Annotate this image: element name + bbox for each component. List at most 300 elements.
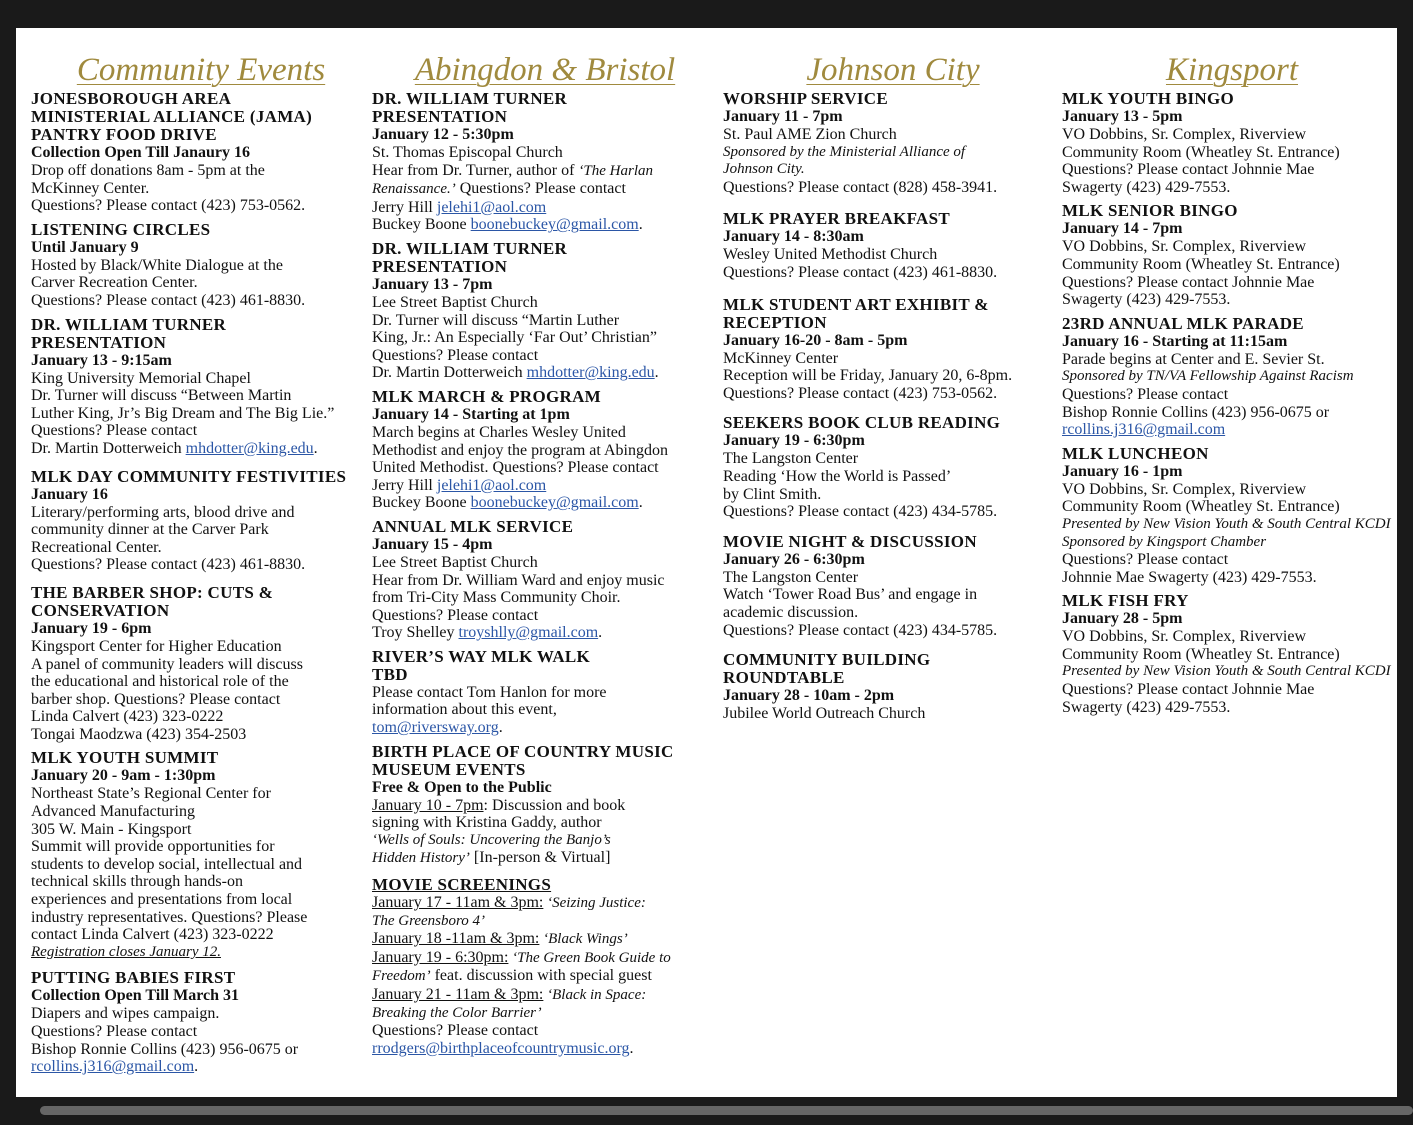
detail-text: Questions? Please contact: [455, 180, 626, 198]
detail-text: Johnson City.: [723, 161, 805, 178]
event-detail-line: [1062, 351, 1402, 369]
event-detail-line: [1062, 126, 1402, 144]
detail-italic-text: Renaissance.’: [372, 181, 456, 198]
event-detail-line: [1062, 663, 1402, 681]
event-item: [1062, 315, 1402, 439]
detail-text: Questions? Please contact: [1062, 551, 1229, 569]
detail-text: Questions? Please contact (423) 753-0562.: [723, 384, 998, 402]
event-detail-line: [31, 673, 371, 691]
event-item: [372, 648, 718, 737]
event-date: January 16-20 - 8am - 5pm: [723, 331, 908, 349]
event-detail-line: [372, 1005, 718, 1023]
event-title: MLK STUDENT ART EXHIBIT &: [723, 294, 989, 314]
event-detail-line: [372, 684, 718, 702]
event-detail-line: [31, 1023, 371, 1041]
event-detail-line: [31, 691, 371, 709]
event-title: PUTTING BABIES FIRST: [31, 968, 236, 988]
event-detail-line: [1062, 274, 1402, 292]
event-title: MINISTERIAL ALLIANCE (JAMA): [31, 107, 313, 126]
detail-text: students to develop social, intellectual and: [31, 855, 303, 873]
detail-text: Sponsored by the Ministerial Alliance of: [723, 143, 966, 160]
event-detail-line: [31, 838, 371, 856]
detail-text: United Methodist. Questions? Please contact: [372, 459, 659, 477]
event-title: PRESENTATION: [372, 107, 508, 126]
event-detail-line: [31, 370, 371, 388]
detail-text: Questions? Please contact (423) 461-8830.: [31, 291, 306, 309]
event-title: MLK MARCH & PROGRAM: [372, 386, 602, 406]
detail-text: Sponsored by TN/VA Fellowship Against Racism: [1062, 368, 1354, 385]
event-detail-line: [31, 274, 371, 292]
detail-text: : Discussion and book: [483, 796, 626, 814]
event-detail-line: [1062, 238, 1402, 256]
event-detail-line: [31, 891, 371, 909]
event-detail-line: [31, 257, 371, 275]
event-detail-line: [31, 440, 371, 458]
event-detail-line: [723, 450, 1063, 468]
email-link[interactable]: jelehi1@aol.com: [436, 198, 547, 216]
event-item: [31, 468, 371, 574]
event-title: LISTENING CIRCLES: [31, 219, 211, 239]
event-detail-line: [1062, 628, 1402, 646]
event-item: [723, 414, 1063, 520]
detail-text: Advanced Manufacturing: [31, 803, 195, 821]
event-detail-line: [1062, 646, 1402, 664]
event-title: SEEKERS BOOK CLUB READING: [723, 413, 1001, 433]
event-date: January 14 - Starting at 1pm: [372, 405, 570, 423]
event-title: MLK FISH FRY: [1062, 591, 1189, 611]
detail-text: The Langston Center: [723, 568, 859, 586]
event-detail-line: [372, 329, 718, 347]
event-detail-line: [31, 162, 371, 180]
detail-text: industry representatives. Questions? Please: [31, 908, 308, 926]
event-detail-line: [31, 556, 371, 574]
event-detail-line: [1062, 699, 1402, 717]
detail-text: Linda Calvert (423) 323-0222: [31, 708, 224, 726]
detail-text: from Tri-City Mass Community Choir.: [372, 589, 621, 607]
detail-text: A panel of community leaders will discuss: [31, 655, 303, 673]
event-detail-line: [1062, 404, 1402, 422]
detail-text: Questions? Please contact: [1062, 385, 1229, 403]
event-detail-line: [723, 179, 1063, 197]
detail-text: Questions? Please contact (423) 461-8830.: [723, 263, 998, 281]
event-item: [1062, 592, 1402, 716]
event-detail-line: [1062, 144, 1402, 162]
event-detail-line: [1062, 368, 1402, 386]
detail-text: Drop off donations 8am - 5pm at the: [31, 162, 265, 179]
event-detail-line: [1062, 569, 1402, 587]
event-detail-line: [31, 638, 371, 656]
detail-text: Questions? Please contact (423) 753-0562.: [31, 197, 306, 215]
detail-text: Questions? Please contact: [372, 606, 539, 624]
email-link[interactable]: mhdotter@king.edu: [185, 439, 314, 457]
detail-text: Tongai Maodzwa (423) 354-2503: [31, 725, 247, 743]
event-title: CONSERVATION: [31, 600, 170, 620]
detail-text: Buckey Boone: [372, 494, 471, 512]
detail-text: January 10 - 7pm: [372, 796, 484, 814]
detail-text: Questions? Please contact (423) 434-5785.: [723, 621, 998, 639]
detail-text: VO Dobbins, Sr. Complex, Riverview: [1062, 126, 1306, 143]
detail-text: .: [498, 719, 503, 737]
event-detail-line: [31, 422, 371, 440]
detail-italic-text: ‘The Green Book Guide to: [508, 949, 671, 966]
detail-text: academic discussion.: [723, 603, 859, 621]
event-detail-line: [723, 486, 1063, 504]
event-date: January 20 - 9am - 1:30pm: [31, 767, 216, 785]
event-detail-line: [372, 1040, 718, 1058]
detail-text: Questions? Please contact (423) 434-5785.: [723, 503, 998, 521]
detail-text: Lee Street Baptist Church: [372, 553, 538, 571]
email-link[interactable]: tom@riversway.org: [372, 719, 499, 737]
email-link[interactable]: rcollins.j316@gmail.com: [1062, 421, 1226, 439]
detail-text: technical skills through hands-on: [31, 873, 243, 891]
event-date: January 13 - 7pm: [372, 275, 493, 293]
event-date: Until January 9: [31, 238, 139, 256]
column-kingsport: [1062, 28, 1402, 722]
detail-text: VO Dobbins, Sr. Complex, Riverview: [1062, 628, 1306, 646]
event-title: MLK YOUTH BINGO: [1062, 89, 1234, 108]
event-detail-line: [31, 785, 371, 803]
event-title: DR. WILLIAM TURNER: [372, 238, 568, 258]
event-item: [1062, 202, 1402, 308]
event-detail-line: [31, 180, 371, 198]
event-item: [372, 90, 718, 234]
event-title: MUSEUM EVENTS: [372, 759, 526, 779]
column-heading: Abingdon & Bristol: [414, 52, 676, 88]
event-detail-line: [31, 521, 371, 539]
event-date: January 14 - 8:30am: [723, 228, 864, 246]
event-date: Collection Open Till March 31: [31, 987, 240, 1005]
event-title: TBD: [372, 664, 408, 684]
detail-text: McKinney Center.: [31, 179, 150, 197]
event-detail-line: [372, 949, 718, 968]
detail-italic-text: Hidden History’: [372, 850, 470, 867]
event-date: January 13 - 5pm: [1062, 108, 1183, 125]
detail-text: Breaking the Color Barrier’: [372, 1004, 542, 1021]
event-title: DR. WILLIAM TURNER: [31, 314, 227, 334]
event-date: January 28 - 10am - 2pm: [723, 687, 895, 705]
detail-text: barber shop. Questions? Please contact: [31, 690, 281, 708]
event-item: [372, 743, 718, 868]
event-detail-line: [723, 246, 1063, 264]
event-title: MLK PRAYER BREAKFAST: [723, 209, 951, 229]
event-detail-line: [31, 504, 371, 522]
detail-text: Jerry Hill: [372, 476, 437, 494]
detail-text: Registration closes January 12.: [31, 943, 221, 960]
event-detail-line: [31, 873, 371, 891]
event-detail-line: [372, 459, 718, 477]
detail-text: Recreational Center.: [31, 538, 162, 556]
detail-text: Troy Shelley: [372, 624, 459, 642]
event-date: January 11 - 7pm: [723, 108, 843, 125]
detail-text: King University Memorial Chapel: [31, 369, 251, 387]
event-title: MLK SENIOR BINGO: [1062, 201, 1238, 221]
event-date: January 26 - 6:30pm: [723, 550, 865, 568]
event-detail-line: [31, 803, 371, 821]
event-detail-line: [31, 944, 371, 962]
detail-text: St. Thomas Episcopal Church: [372, 144, 563, 161]
event-date: January 16: [31, 485, 108, 503]
event-item: [723, 651, 1063, 723]
detail-text: Presented by New Vision Youth & South Central KCDI: [1062, 663, 1391, 680]
detail-text: Questions? Please contact Johnnie Mae: [1062, 161, 1315, 179]
event-date: January 19 - 6pm: [31, 619, 152, 637]
event-detail-line: [372, 913, 718, 931]
event-detail-line: [31, 1058, 371, 1076]
event-item: [31, 969, 371, 1075]
event-detail-line: [31, 909, 371, 927]
event-item: [723, 533, 1063, 639]
event-detail-line: [1062, 291, 1402, 309]
event-detail-line: [372, 624, 718, 642]
event-item: [31, 749, 371, 961]
event-date: January 16 - Starting at 11:15am: [1062, 332, 1288, 350]
event-title: ANNUAL MLK SERVICE: [372, 516, 574, 536]
event-title: MOVIE SCREENINGS: [372, 875, 552, 895]
event-date: January 28 - 5pm: [1062, 610, 1183, 628]
event-detail-line: [1062, 421, 1402, 439]
event-detail-line: [723, 161, 1063, 179]
event-detail-line: [372, 797, 718, 815]
event-detail-line: [372, 832, 718, 850]
detail-text: Johnnie Mae Swagerty (423) 429-7553.: [1062, 568, 1317, 586]
detail-text: .: [313, 439, 318, 457]
event-detail-line: [372, 364, 718, 382]
detail-text: .: [654, 364, 659, 382]
event-item: [31, 90, 371, 215]
column-community-events: [31, 28, 371, 1082]
detail-text: Jerry Hill: [372, 198, 437, 216]
column-heading: Johnson City: [806, 52, 980, 88]
event-title: DR. WILLIAM TURNER: [372, 89, 568, 108]
event-detail-line: [372, 144, 718, 162]
detail-text: Dr. Turner will discuss “Between Martin: [31, 387, 292, 405]
email-link[interactable]: jelehi1@aol.com: [436, 476, 547, 494]
email-link[interactable]: boonebuckey@gmail.com: [470, 216, 639, 234]
event-detail-line: [372, 930, 718, 949]
event-detail-line: [372, 199, 718, 217]
detail-text: Questions? Please contact: [31, 422, 198, 440]
event-detail-line: [31, 708, 371, 726]
detail-text: January 19 - 6:30pm:: [372, 948, 509, 966]
detail-text: Questions? Please contact (423) 461-8830.: [31, 556, 306, 574]
event-title: WORSHIP SERVICE: [723, 89, 888, 108]
event-title: PANTRY FOOD DRIVE: [31, 125, 217, 144]
event-date: Free & Open to the Public: [372, 778, 552, 796]
horizontal-scrollbar[interactable]: [40, 1106, 1413, 1115]
detail-text: Bishop Ronnie Collins (423) 956-0675 or: [31, 1040, 299, 1058]
detail-text: Community Room (Wheatley St. Entrance): [1062, 143, 1340, 161]
event-item: [723, 210, 1063, 281]
detail-text: Luther King, Jr’s Big Dream and The Big Lie.”: [31, 404, 335, 422]
event-detail-line: [1062, 498, 1402, 516]
event-title: MLK YOUTH SUMMIT: [31, 748, 219, 768]
event-detail-line: [1062, 161, 1402, 179]
event-detail-line: [1062, 534, 1402, 552]
detail-text: Diapers and wipes campaign.: [31, 1005, 220, 1023]
event-detail-line: [723, 622, 1063, 640]
detail-text: VO Dobbins, Sr. Complex, Riverview: [1062, 238, 1306, 256]
detail-text: McKinney Center: [723, 349, 839, 367]
event-detail-line: [31, 926, 371, 944]
detail-text: signing with Kristina Gaddy, author: [372, 814, 602, 832]
event-detail-line: [372, 607, 718, 625]
event-detail-line: [31, 856, 371, 874]
event-item: [1062, 445, 1402, 587]
event-item: [372, 876, 718, 1057]
detail-text: community dinner at the Carver Park: [31, 521, 269, 539]
event-detail-line: [372, 849, 718, 868]
detail-text: Northeast State’s Regional Center for: [31, 785, 271, 803]
email-link[interactable]: mhdotter@king.edu: [526, 364, 655, 382]
event-detail-line: [1062, 551, 1402, 569]
event-item: [31, 221, 371, 310]
detail-text: Reading ‘How the World is Passed’: [723, 467, 952, 485]
event-item: [372, 240, 718, 382]
detail-text: Dr. Martin Dotterweich: [372, 364, 527, 382]
detail-text: Dr. Martin Dotterweich: [31, 439, 186, 457]
event-title: MOVIE NIGHT & DISCUSSION: [723, 531, 977, 551]
detail-text: Methodist and enjoy the program at Abingdon: [372, 441, 668, 459]
event-detail-line: [372, 572, 718, 590]
detail-text: Hear from Dr. William Ward and enjoy music: [372, 571, 665, 589]
event-detail-line: [372, 424, 718, 442]
event-detail-line: [723, 503, 1063, 521]
event-title: RIVER’S WAY MLK WALK: [372, 646, 591, 666]
detail-text: January 17 - 11am & 3pm:: [372, 894, 544, 912]
event-item: [1062, 90, 1402, 196]
event-date: January 14 - 7pm: [1062, 220, 1183, 238]
detail-text: Questions? Please contact (828) 458-3941.: [723, 178, 998, 196]
event-title: MLK LUNCHEON: [1062, 443, 1209, 463]
event-item: [31, 316, 371, 458]
event-item: [31, 584, 371, 744]
detail-text: contact Linda Calvert (423) 323-0222: [31, 926, 274, 944]
event-title: PRESENTATION: [372, 256, 508, 276]
event-title: RECEPTION: [723, 312, 827, 332]
event-detail-line: [31, 197, 371, 215]
detail-text: Buckey Boone: [372, 216, 471, 234]
email-link[interactable]: rcollins.j316@gmail.com: [31, 1058, 195, 1076]
event-detail-line: [1062, 681, 1402, 699]
detail-text: Please contact Tom Hanlon for more: [372, 683, 607, 701]
flyer-page: [16, 28, 1397, 1097]
event-detail-line: [372, 719, 718, 737]
event-detail-line: [372, 294, 718, 312]
detail-text: King, Jr.: An Especially ‘Far Out’ Christian”: [372, 329, 657, 347]
event-detail-line: [31, 1005, 371, 1023]
event-detail-line: [723, 604, 1063, 622]
detail-text: by Clint Smith.: [723, 485, 822, 503]
event-detail-line: [372, 216, 718, 234]
detail-text: 305 W. Main - Kingsport: [31, 820, 192, 838]
event-detail-line: [1062, 481, 1402, 499]
detail-text: Community Room (Wheatley St. Entrance): [1062, 498, 1340, 516]
event-detail-line: [372, 967, 718, 986]
event-detail-line: [372, 494, 718, 512]
event-detail-line: [372, 894, 718, 913]
detail-italic-text: Freedom’: [372, 968, 431, 985]
detail-text: Summit will provide opportunities for: [31, 838, 275, 856]
email-link[interactable]: rrodgers@birthplaceofcountrymusic.org: [372, 1039, 630, 1057]
detail-text: Dr. Turner will discuss “Martin Luther: [372, 311, 620, 329]
event-date: January 13 - 9:15am: [31, 351, 172, 369]
column-abingdon-bristol: [372, 28, 718, 1063]
event-detail-line: [31, 821, 371, 839]
detail-text: Community Room (Wheatley St. Entrance): [1062, 645, 1340, 663]
email-link[interactable]: troyshlly@gmail.com: [458, 624, 599, 642]
event-detail-line: [723, 586, 1063, 604]
detail-italic-text: ‘The Harlan: [578, 162, 654, 179]
event-detail-line: [372, 347, 718, 365]
detail-text: Lee Street Baptist Church: [372, 293, 538, 311]
detail-text: .: [638, 494, 643, 512]
detail-text: Wesley United Methodist Church: [723, 246, 938, 264]
event-item: [372, 518, 718, 642]
detail-text: Swagerty (423) 429-7553.: [1062, 698, 1231, 716]
event-detail-line: [31, 1041, 371, 1059]
detail-text: [In-person & Virtual]: [469, 849, 611, 867]
detail-text: St. Paul AME Zion Church: [723, 126, 897, 143]
event-detail-line: [372, 162, 718, 181]
detail-text: the educational and historical role of the: [31, 673, 289, 691]
detail-text: The Langston Center: [723, 450, 859, 468]
detail-italic-text: ‘Seizing Justice:: [543, 895, 646, 912]
event-item: [723, 296, 1063, 403]
event-item: [723, 90, 1063, 196]
event-title: MLK DAY COMMUNITY FESTIVITIES: [31, 466, 347, 486]
event-detail-line: [723, 144, 1063, 162]
detail-text: Hosted by Black/White Dialogue at the: [31, 256, 283, 274]
detail-italic-text: ‘Black in Space:: [543, 987, 647, 1003]
event-detail-line: [1062, 386, 1402, 404]
event-detail-line: [372, 477, 718, 495]
detail-text: feat. discussion with special guest: [430, 967, 652, 985]
event-date: January 15 - 4pm: [372, 535, 493, 553]
detail-text: The Greensboro 4’: [372, 912, 486, 929]
event-detail-line: [723, 367, 1063, 385]
detail-text: Presented by New Vision Youth & South Central KCDI: [1062, 515, 1391, 532]
email-link[interactable]: boonebuckey@gmail.com: [470, 494, 639, 512]
event-detail-line: [372, 701, 718, 719]
detail-text: March begins at Charles Wesley United: [372, 423, 626, 441]
detail-italic-text: ‘Black Wings’: [539, 931, 628, 948]
detail-text: Hear from Dr. Turner, author of: [372, 161, 579, 179]
event-item: [372, 388, 718, 512]
event-date: January 19 - 6:30pm: [723, 432, 865, 450]
detail-text: Questions? Please contact: [372, 1022, 539, 1040]
event-detail-line: [723, 126, 1063, 144]
detail-text: Swagerty (423) 429-7553.: [1062, 178, 1231, 196]
detail-text: experiences and presentations from local: [31, 891, 293, 909]
detail-text: Literary/performing arts, blood drive and: [31, 503, 295, 521]
event-detail-line: [31, 405, 371, 423]
event-detail-line: [31, 387, 371, 405]
detail-text: Community Room (Wheatley St. Entrance): [1062, 255, 1340, 273]
event-detail-line: [723, 468, 1063, 486]
event-detail-line: [372, 589, 718, 607]
column-heading: Kingsport: [1165, 52, 1299, 88]
detail-text: Sponsored by Kingsport Chamber: [1062, 533, 1267, 550]
event-detail-line: [723, 705, 1063, 723]
event-date: January 12 - 5:30pm: [372, 126, 514, 143]
detail-text: Questions? Please contact Johnnie Mae: [1062, 273, 1315, 291]
detail-text: January 18 -11am & 3pm:: [372, 930, 540, 948]
event-detail-line: [31, 656, 371, 674]
event-title: THE BARBER SHOP: CUTS &: [31, 582, 274, 602]
detail-text: .: [194, 1058, 199, 1076]
event-title: BIRTH PLACE OF COUNTRY MUSIC: [372, 741, 674, 761]
event-detail-line: [372, 554, 718, 572]
